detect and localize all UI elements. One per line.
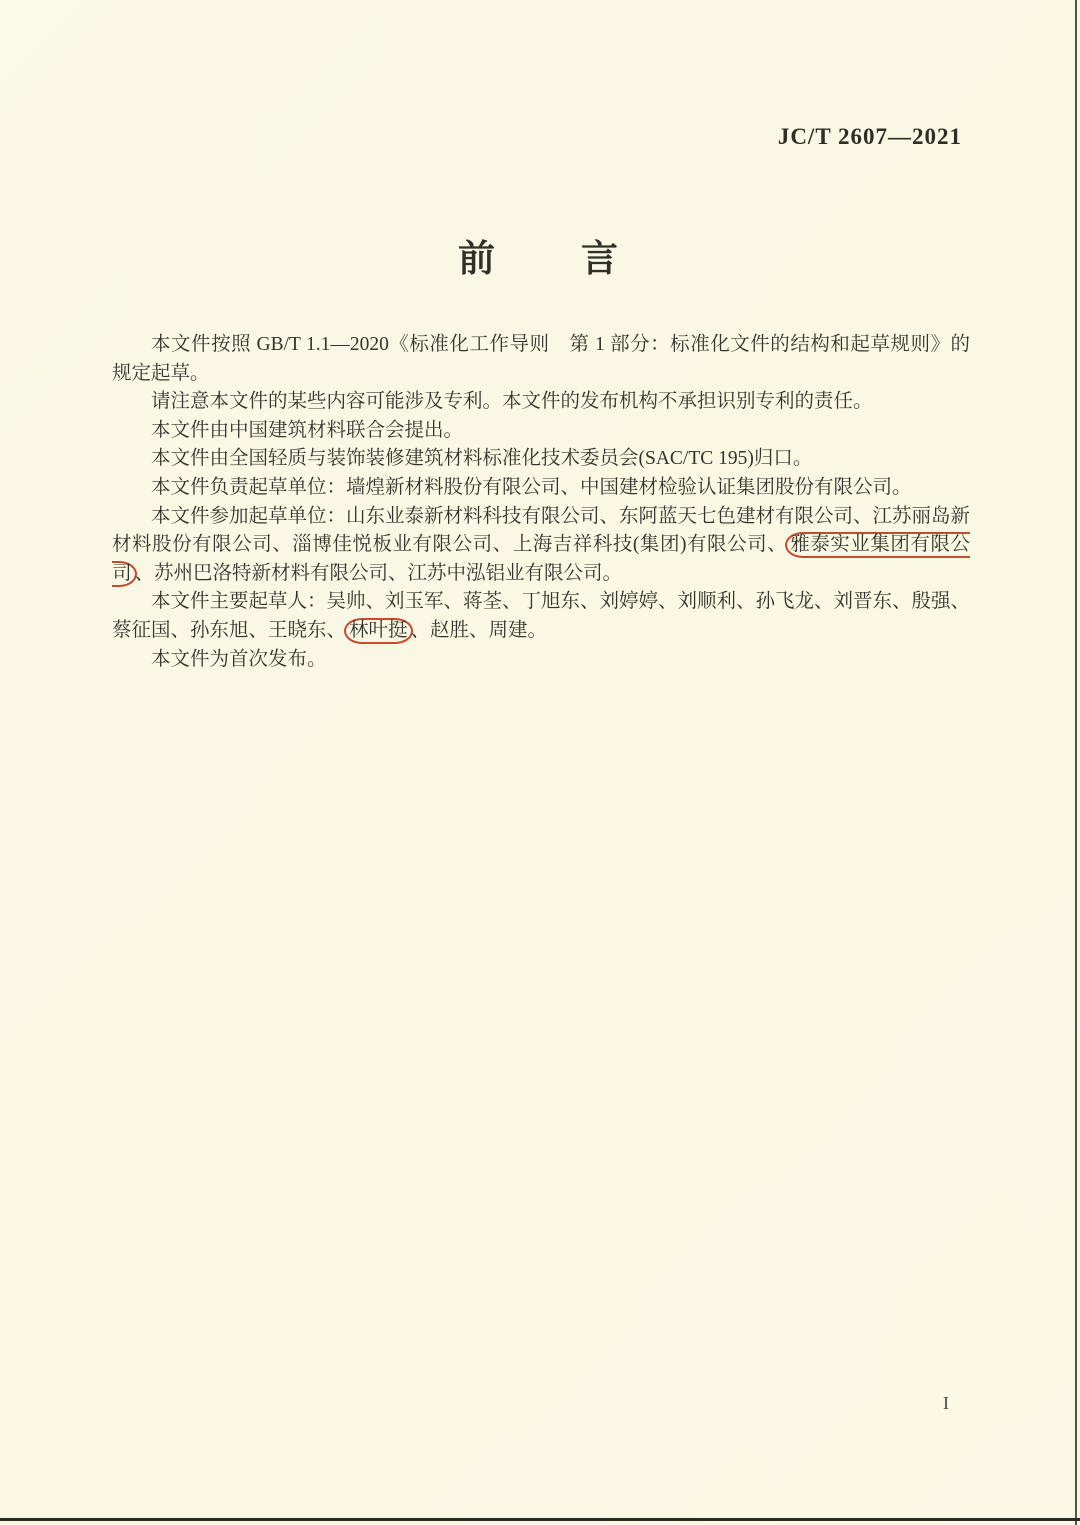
text-segment: 本文件由中国建筑材料联合会提出。 [151,419,464,441]
page-number: I [943,1393,949,1413]
text-segment: 本文件主要起草人：吴帅、刘玉军、蒋荃、丁旭东、刘婷婷、刘顺利、孙飞龙、刘晋东、殷强、蔡征国、孙东旭、王晓东、 [112,591,971,641]
text-segment: 本文件按照 GB/T 1.1—2020《标准化工作导则 第 1 部分：标准化文件的结构和起草规则》的规定起草。 [112,334,970,384]
scan-edge-bottom [0,1518,1080,1521]
paragraph [112,417,970,446]
scan-edge-right [1075,0,1077,1525]
paragraph [112,331,970,388]
text-segment: 本文件为首次发布。 [151,648,327,670]
page-title: 前 言 [458,239,622,280]
red-circle-annotation: 林叶挺 [344,618,413,644]
paragraph [112,474,970,503]
foreword-paragraphs [112,331,970,674]
text-segment: 、苏州巴洛特新材料有限公司、江苏中泓铝业有限公司。 [134,562,623,584]
text-segment: 、赵胜、周建。 [410,619,548,641]
text-segment: 本文件由全国轻质与装饰装修建筑材料标准化技术委员会(SAC/TC 195)归口。 [151,448,813,470]
paragraph [112,388,970,417]
text-segment: 请注意本文件的某些内容可能涉及专利。本文件的发布机构不承担识别专利的责任。 [151,391,873,413]
text-segment: 本文件参加起草单位：山东业泰新材料科技有限公司、东阿蓝天七色建材有限公司、江苏丽岛新材料股份有限公司、淄博佳悦板业有限公司、上海吉祥科技(集团)有限公司、 [112,505,971,556]
paragraph [112,445,970,474]
paragraph [112,646,970,675]
text-segment: 本文件负责起草单位：墙煌新材料股份有限公司、中国建材检验认证集团股份有限公司。 [151,476,912,498]
red-circle-annotation: 雅泰实业集团有限公司 [112,532,970,587]
standard-number: JC/T 2607—2021 [777,124,962,149]
paragraph [112,588,970,645]
paragraph [112,503,970,589]
